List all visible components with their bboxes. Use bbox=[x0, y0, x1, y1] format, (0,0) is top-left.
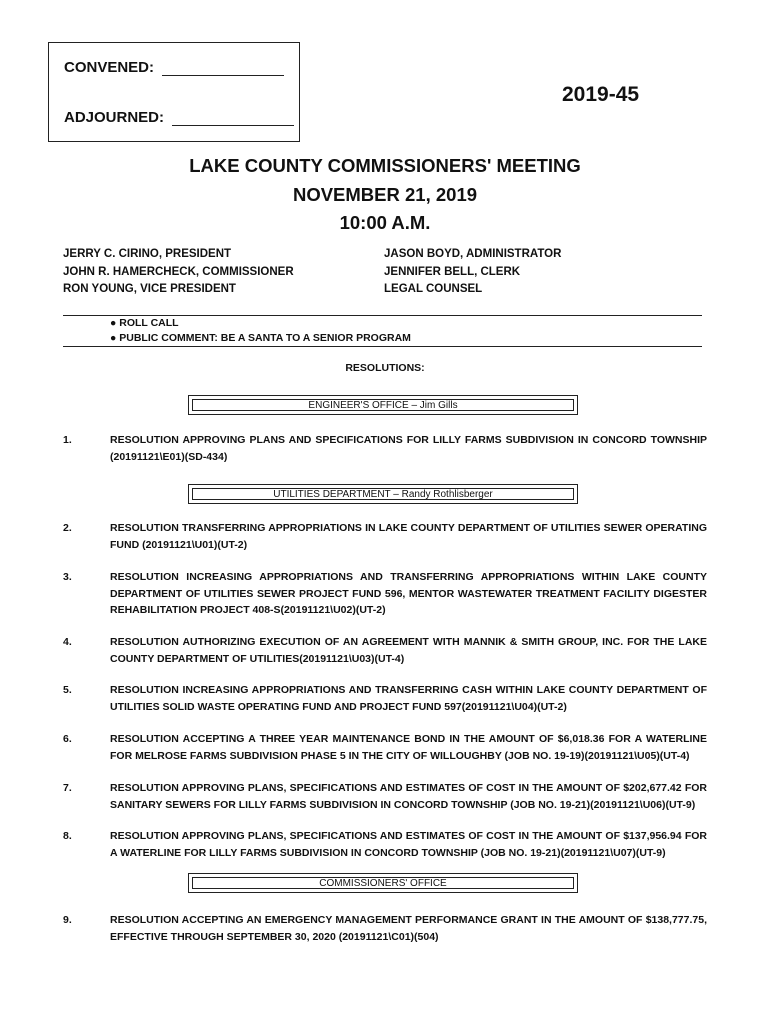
dept-commissioners-label: COMMISSIONERS' OFFICE bbox=[192, 877, 574, 889]
convened-label: CONVENED: bbox=[64, 59, 155, 76]
meeting-date: NOVEMBER 21, 2019 bbox=[292, 184, 478, 205]
official-president: JERRY C. CIRINO, PRESIDENT bbox=[63, 248, 232, 260]
resolution-text: RESOLUTION APPROVING PLANS, SPECIFICATIONS AND ESTIMATES OF COST IN THE AMOUNT OF $202,677.42 FOR SANITARY SEWERS FOR LILLY FARMS SUBDIVISION IN CONCORD TOWNSHIP (JOB NO. 19-21)(20191121\U06)(UT-9) bbox=[110, 782, 707, 811]
resolution-text: RESOLUTION INCREASING APPROPRIATIONS AND TRANSFERRING APPROPRIATIONS WITHIN LAKE COUNTY DEPARTMENT OF UTILITIES SEWER PROJECT FUND 596, MENTOR WASTEWATER TREATMENT FACILITY DIGESTER REHABILITATION PROJECT 408-S(20191121\U02)(UT-2) bbox=[110, 571, 707, 616]
resolution-number: 3. bbox=[63, 571, 72, 583]
dept-engineer-box bbox=[188, 395, 578, 415]
resolution-number: 4. bbox=[63, 636, 72, 648]
resolution-text: RESOLUTION INCREASING APPROPRIATIONS AND TRANSFERRING CASH WITHIN LAKE COUNTY DEPARTMENT OF UTILITIES SOLID WASTE OPERATING FUND AND PROJECT FUND 597(20191121\U04)(UT-2) bbox=[110, 684, 707, 713]
resolution-text: RESOLUTION APPROVING PLANS, SPECIFICATIONS AND ESTIMATES OF COST IN THE AMOUNT OF $137,956.94 FOR A WATERLINE FOR LILLY FARMS SUBDIVISION IN CONCORD TOWNSHIP (JOB NO. 19-21)(20191121\U07)(UT-9) bbox=[110, 830, 707, 859]
meeting-title: LAKE COUNTY COMMISSIONERS' MEETING bbox=[189, 155, 581, 176]
dept-utilities-label: UTILITIES DEPARTMENT – Randy Rothlisberger bbox=[192, 488, 574, 500]
resolutions-heading: RESOLUTIONS: bbox=[345, 362, 425, 374]
resolution-text: RESOLUTION ACCEPTING A THREE YEAR MAINTENANCE BOND IN THE AMOUNT OF $6,018.36 FOR A WATERLINE FOR MELROSE FARMS SUBDIVISION PHASE 5 IN THE CITY OF WILLOUGHBY (JOB NO. 19-19)(20191121\U05)(UT-4) bbox=[110, 733, 707, 762]
official-clerk: JENNIFER BELL, CLERK bbox=[384, 265, 521, 278]
adjourned-line bbox=[64, 109, 294, 126]
resolution-number: 5. bbox=[63, 684, 72, 696]
resolution-number: 7. bbox=[63, 782, 72, 794]
agenda-public-comment: ● PUBLIC COMMENT: BE A SANTA TO A SENIOR PROGRAM bbox=[110, 332, 411, 344]
dept-engineer-label: ENGINEER'S OFFICE – Jim Gills bbox=[192, 399, 574, 411]
resolution-number: 1. bbox=[63, 434, 72, 446]
dept-utilities-box bbox=[188, 484, 578, 504]
convened-line bbox=[64, 59, 284, 76]
convened-adjourned-box bbox=[48, 42, 300, 142]
officials-left bbox=[63, 246, 294, 299]
resolution-number: 2. bbox=[63, 522, 72, 534]
officials-right bbox=[384, 246, 561, 299]
dept-commissioners-box bbox=[188, 873, 578, 893]
resolution-number: 6. bbox=[63, 733, 72, 745]
resolution-text: RESOLUTION APPROVING PLANS AND SPECIFICATIONS FOR LILLY FARMS SUBDIVISION IN CONCORD TOWNSHIP (20191121\E01)(SD-434) bbox=[110, 434, 707, 463]
adjourned-label: ADJOURNED: bbox=[64, 109, 165, 126]
official-administrator: JASON BOYD, ADMINISTRATOR bbox=[384, 248, 562, 260]
meeting-time: 10:00 A.M. bbox=[339, 212, 431, 233]
divider-bottom bbox=[63, 346, 702, 347]
adjourned-blank bbox=[172, 111, 294, 126]
resolution-text: RESOLUTION AUTHORIZING EXECUTION OF AN AGREEMENT WITH MANNIK & SMITH GROUP, INC. FOR THE LAKE COUNTY DEPARTMENT OF UTILITIES(20191121\U03)(UT-4) bbox=[110, 636, 707, 665]
divider-top bbox=[63, 315, 702, 316]
convened-blank bbox=[162, 61, 284, 76]
resolution-text: RESOLUTION ACCEPTING AN EMERGENCY MANAGEMENT PERFORMANCE GRANT IN THE AMOUNT OF $138,777.75, EFFECTIVE THROUGH SEPTEMBER 30, 2020 (20191121\C01)(504) bbox=[110, 914, 707, 943]
resolution-number: 8. bbox=[63, 830, 72, 842]
official-legal-counsel: LEGAL COUNSEL bbox=[384, 283, 483, 295]
resolution-text: RESOLUTION TRANSFERRING APPROPRIATIONS IN LAKE COUNTY DEPARTMENT OF UTILITIES SEWER OPERATING FUND (20191121\U01)(UT-2) bbox=[110, 522, 707, 551]
official-vice-president: RON YOUNG, VICE PRESIDENT bbox=[63, 283, 236, 295]
resolution-number: 9. bbox=[63, 914, 72, 926]
document-number: 2019-45 bbox=[562, 83, 640, 106]
agenda-roll-call: ● ROLL CALL bbox=[110, 317, 179, 329]
official-commissioner: JOHN R. HAMERCHECK, COMMISSIONER bbox=[63, 265, 294, 278]
